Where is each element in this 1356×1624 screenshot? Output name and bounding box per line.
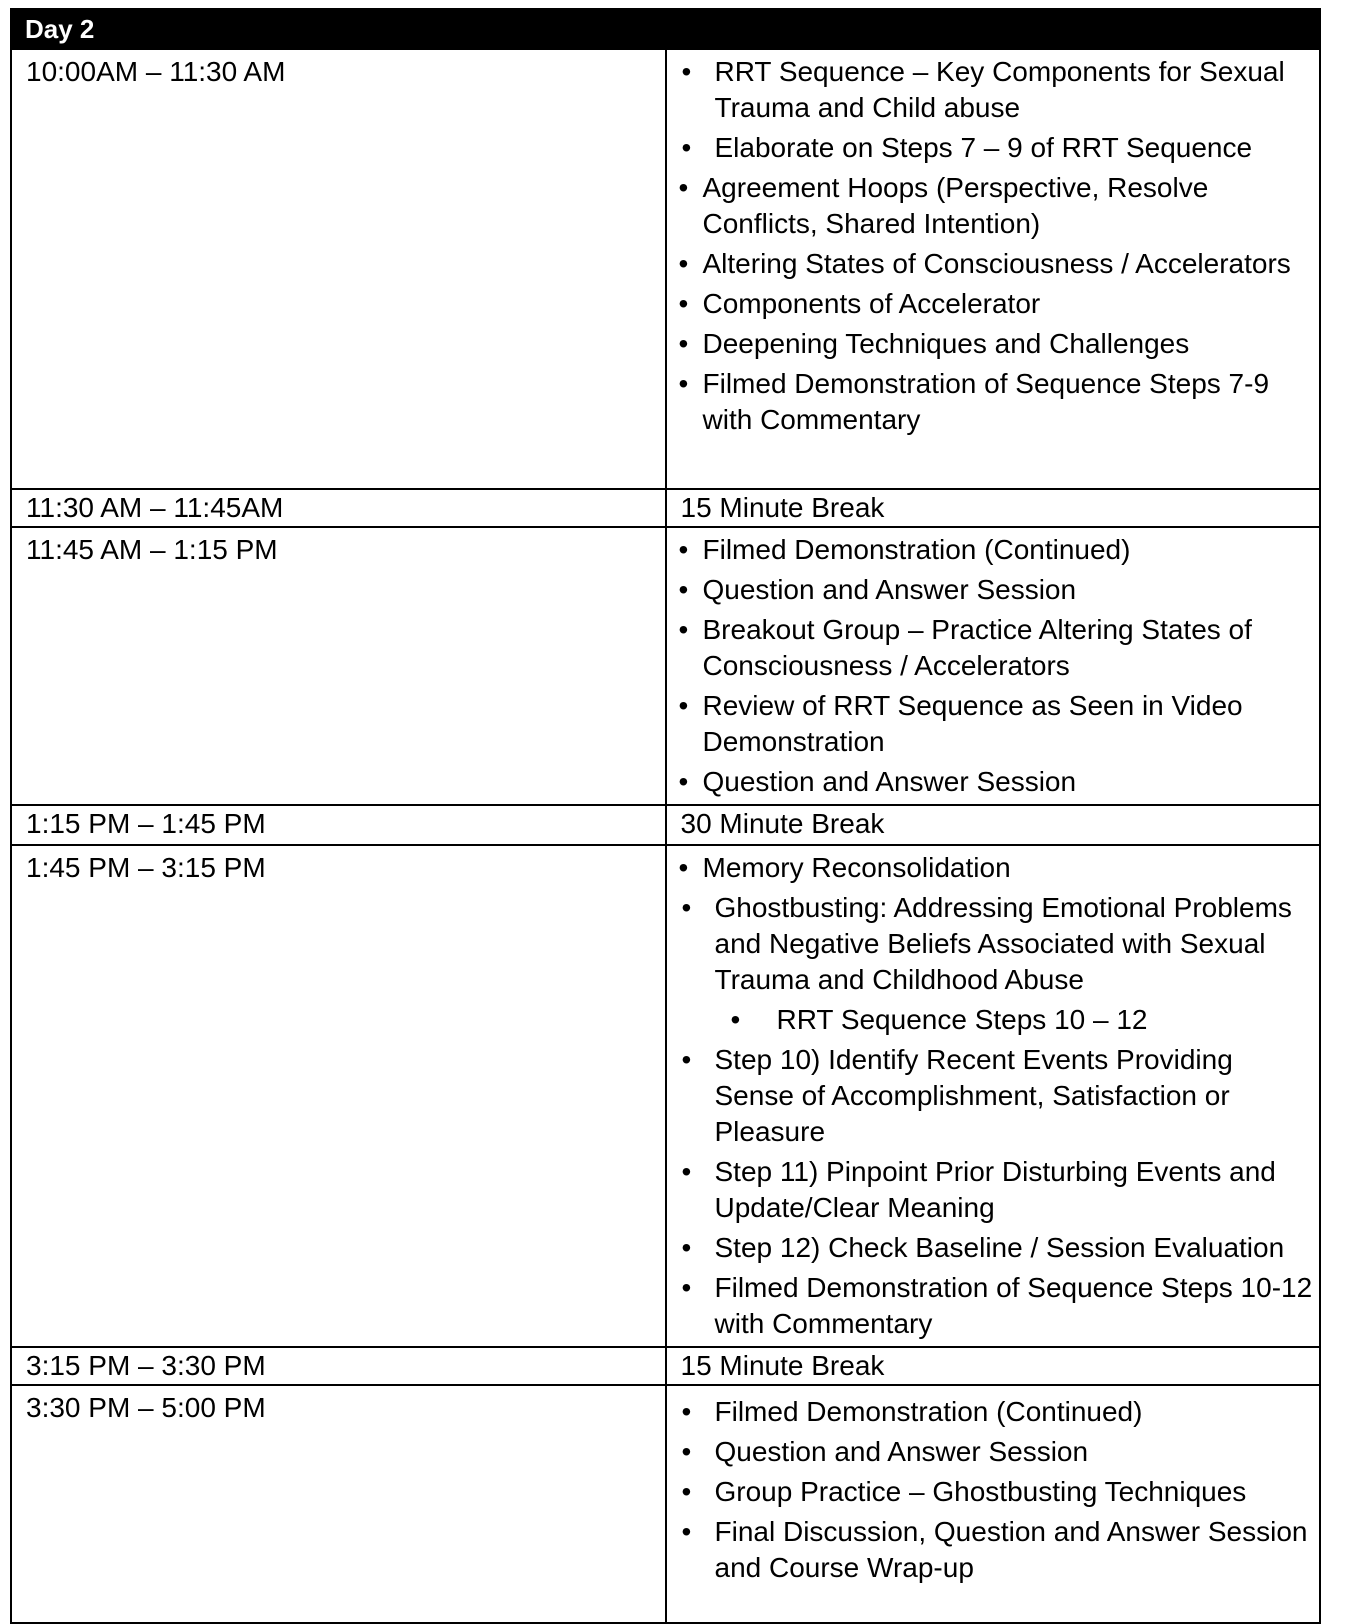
time-slot: 3:15 PM – 3:30 PM [11,1347,666,1385]
list-item: • Step 10) Identify Recent Events Providing Sense of Accomplishment, Satisfaction or Pleasure [667,1042,1320,1150]
list-item: • Elaborate on Steps 7 – 9 of RRT Sequence [667,130,1320,166]
schedule-row [11,527,1320,805]
list-item: • Filmed Demonstration (Continued) [667,1394,1320,1430]
topic-list [667,532,1320,800]
list-item: • Step 11) Pinpoint Prior Disturbing Events and Update/Clear Meaning [667,1154,1320,1226]
schedule-row [11,805,1320,845]
topic-list [667,850,1320,1342]
list-item: • Step 12) Check Baseline / Session Evaluation [667,1230,1320,1266]
list-item: • Final Discussion, Question and Answer Session and Course Wrap-up [667,1514,1320,1586]
schedule-row [11,1347,1320,1385]
list-item: • Altering States of Consciousness / Accelerators [667,246,1320,282]
list-item: • RRT Sequence – Key Components for Sexual Trauma and Child abuse [667,54,1320,126]
session-content [666,49,1321,489]
schedule-row [11,49,1320,489]
list-item: • Question and Answer Session [667,764,1320,800]
list-item: • Question and Answer Session [667,1434,1320,1470]
break-label: 30 Minute Break [666,805,1321,845]
list-item: • Review of RRT Sequence as Seen in Video Demonstration [667,688,1320,760]
list-item: • Filmed Demonstration of Sequence Steps 10-12 with Commentary [667,1270,1320,1342]
schedule-row [11,489,1320,527]
topic-list [667,1394,1320,1586]
list-item: • Ghostbusting: Addressing Emotional Problems and Negative Beliefs Associated with Sexual Trauma and Childhood Abuse [667,890,1320,998]
list-item: • Filmed Demonstration of Sequence Steps 7-9 with Commentary [667,366,1320,438]
break-label: 15 Minute Break [666,1347,1321,1385]
time-slot: 1:45 PM – 3:15 PM [11,845,666,1347]
schedule-table [10,8,1321,1624]
list-item: • Memory Reconsolidation [667,850,1320,886]
session-content [666,845,1321,1347]
time-slot: 11:30 AM – 11:45AM [11,489,666,527]
list-item: • Components of Accelerator [667,286,1320,322]
session-content [666,1385,1321,1623]
list-item: • Question and Answer Session [667,572,1320,608]
session-content [666,527,1321,805]
list-item: • Breakout Group – Practice Altering States of Consciousness / Accelerators [667,612,1320,684]
header-row [11,9,1320,49]
break-label: 15 Minute Break [666,489,1321,527]
schedule-row [11,1385,1320,1623]
list-item: • Deepening Techniques and Challenges [667,326,1320,362]
schedule-row [11,845,1320,1347]
time-slot: 1:15 PM – 1:45 PM [11,805,666,845]
list-item: • Group Practice – Ghostbusting Techniques [667,1474,1320,1510]
time-slot: 3:30 PM – 5:00 PM [11,1385,666,1623]
time-slot: 10:00AM – 11:30 AM [11,49,666,489]
list-item: • Agreement Hoops (Perspective, Resolve Conflicts, Shared Intention) [667,170,1320,242]
day-title: Day 2 [11,9,1320,49]
time-slot: 11:45 AM – 1:15 PM [11,527,666,805]
sub-list-item: • RRT Sequence Steps 10 – 12 [667,1002,1320,1038]
list-item: • Filmed Demonstration (Continued) [667,532,1320,568]
topic-list [667,54,1320,438]
